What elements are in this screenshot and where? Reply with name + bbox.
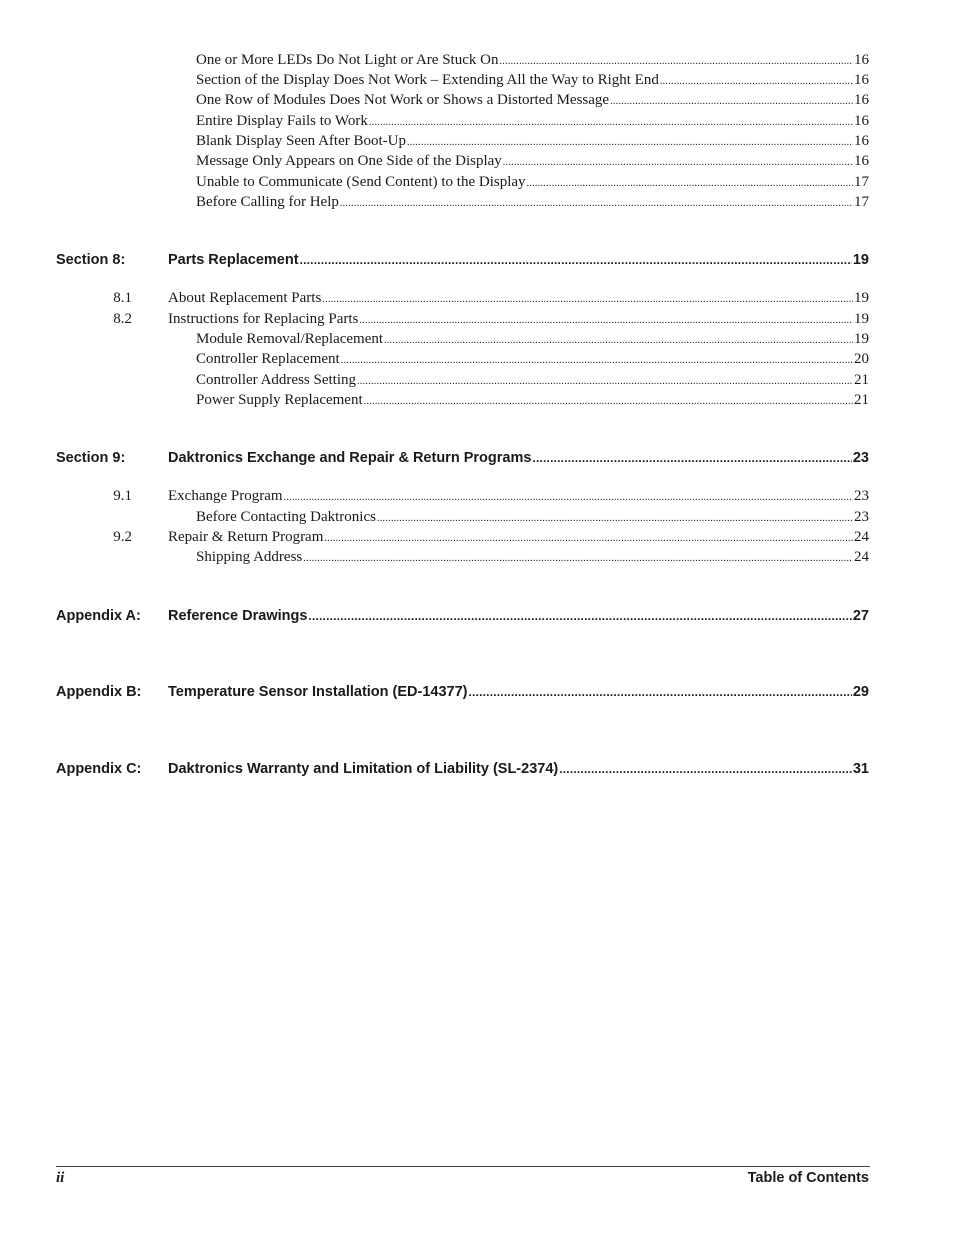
dot-leader <box>499 56 853 67</box>
toc-section-title: Daktronics Exchange and Repair & Return Programs <box>168 450 532 466</box>
toc-entry[interactable] <box>196 72 869 89</box>
toc-entry-title: Exchange Program <box>168 488 283 504</box>
toc-entry-title: One Row of Modules Does Not Work or Shows a Distorted Message <box>196 92 610 108</box>
toc-section-page: 19 <box>852 252 869 268</box>
toc-entry-page: 23 <box>854 488 869 504</box>
toc-entry-page: 19 <box>854 311 869 327</box>
dot-leader <box>532 451 851 465</box>
dot-leader <box>359 315 853 326</box>
toc-entry-title: Message Only Appears on One Side of the Display <box>196 153 502 169</box>
section-label: Section 8: <box>56 252 126 268</box>
toc-entry[interactable] <box>168 311 869 328</box>
appendix-label: Appendix A: <box>56 608 141 624</box>
dot-leader <box>610 96 853 107</box>
toc-entry-title: Unable to Communicate (Send Content) to the Display <box>196 174 526 190</box>
toc-entry-page: 21 <box>854 392 869 408</box>
toc-entry-page: 16 <box>854 92 869 108</box>
toc-section-heading[interactable] <box>168 252 869 268</box>
toc-section-heading[interactable] <box>168 450 869 466</box>
dot-leader <box>341 355 853 366</box>
toc-entry-page: 16 <box>854 113 869 129</box>
toc-entry[interactable] <box>196 92 869 109</box>
dot-leader <box>469 685 852 699</box>
toc-entry[interactable] <box>168 529 869 546</box>
toc-entry-page: 23 <box>854 509 869 525</box>
dot-leader <box>407 137 853 148</box>
toc-section-title: Parts Replacement <box>168 252 299 268</box>
subsection-number: 9.1 <box>113 488 132 504</box>
toc-appendix-page: 29 <box>852 684 869 700</box>
footer-section-title: Table of Contents <box>747 1170 869 1186</box>
dot-leader <box>384 335 853 346</box>
dot-leader <box>284 492 853 503</box>
dot-leader <box>503 157 853 168</box>
dot-leader <box>324 533 853 544</box>
toc-appendix-page: 27 <box>852 608 869 624</box>
dot-leader <box>300 253 852 267</box>
toc-entry[interactable] <box>196 153 869 170</box>
toc-section-page: 23 <box>852 450 869 466</box>
dot-leader <box>303 553 853 564</box>
toc-entry-page: 19 <box>854 290 869 306</box>
dot-leader <box>559 762 852 776</box>
dot-leader <box>322 294 853 305</box>
toc-entry-title: Blank Display Seen After Boot-Up <box>196 133 406 149</box>
footer-divider <box>56 1166 870 1167</box>
toc-entry-page: 16 <box>854 52 869 68</box>
section-label: Section 9: <box>56 450 126 466</box>
appendix-label: Appendix C: <box>56 761 142 777</box>
toc-entry[interactable] <box>196 509 869 526</box>
toc-entry[interactable] <box>168 488 869 505</box>
toc-entry-title: Before Calling for Help <box>196 194 339 210</box>
toc-entry[interactable] <box>196 549 869 566</box>
toc-entry-title: Section of the Display Does Not Work – Extending All the Way to Right End <box>196 72 659 88</box>
toc-entry[interactable] <box>168 290 869 307</box>
toc-entry-title: Module Removal/Replacement <box>196 331 384 347</box>
toc-entry-page: 16 <box>854 133 869 149</box>
toc-appendix-heading[interactable] <box>168 684 869 700</box>
dot-leader <box>357 376 853 387</box>
footer-page-number: ii <box>56 1170 65 1186</box>
toc-entry-title: Controller Address Setting <box>196 372 356 388</box>
toc-entry-title: Shipping Address <box>196 549 303 565</box>
toc-appendix-heading[interactable] <box>168 761 869 777</box>
toc-entry-page: 17 <box>854 194 869 210</box>
toc-entry-title: About Replacement Parts <box>168 290 322 306</box>
toc-entry-page: 19 <box>854 331 869 347</box>
toc-appendix-title: Daktronics Warranty and Limitation of Liability (SL-2374) <box>168 761 559 777</box>
toc-entry-page: 17 <box>854 174 869 190</box>
toc-appendix-page: 31 <box>852 761 869 777</box>
toc-entry-title: Repair & Return Program <box>168 529 324 545</box>
toc-entry-page: 20 <box>854 351 869 367</box>
toc-entry-page: 16 <box>854 72 869 88</box>
dot-leader <box>377 513 853 524</box>
toc-entry[interactable] <box>196 331 869 348</box>
toc-entry[interactable] <box>196 113 869 130</box>
toc-entry-title: Instructions for Replacing Parts <box>168 311 359 327</box>
dot-leader <box>369 117 853 128</box>
toc-entry-title: Controller Replacement <box>196 351 340 367</box>
toc-entry[interactable] <box>196 52 869 69</box>
toc-entry[interactable] <box>196 392 869 409</box>
toc-entry[interactable] <box>196 351 869 368</box>
subsection-number: 8.2 <box>113 311 132 327</box>
toc-entry-page: 24 <box>854 529 869 545</box>
dot-leader <box>527 178 853 189</box>
dot-leader <box>308 609 851 623</box>
toc-entry-page: 24 <box>854 549 869 565</box>
dot-leader <box>340 198 853 209</box>
subsection-number: 9.2 <box>113 529 132 545</box>
toc-appendix-heading[interactable] <box>168 608 869 624</box>
toc-entry-page: 16 <box>854 153 869 169</box>
toc-entry-title: One or More LEDs Do Not Light or Are Stuck On <box>196 52 499 68</box>
toc-entry[interactable] <box>196 194 869 211</box>
dot-leader <box>660 76 853 87</box>
dot-leader <box>364 396 853 407</box>
toc-entry-title: Entire Display Fails to Work <box>196 113 368 129</box>
appendix-label: Appendix B: <box>56 684 142 700</box>
toc-entry[interactable] <box>196 174 869 191</box>
toc-appendix-title: Reference Drawings <box>168 608 308 624</box>
toc-entry[interactable] <box>196 133 869 150</box>
toc-appendix-title: Temperature Sensor Installation (ED-14377) <box>168 684 468 700</box>
toc-entry-title: Power Supply Replacement <box>196 392 363 408</box>
subsection-number: 8.1 <box>113 290 132 306</box>
toc-entry-page: 21 <box>854 372 869 388</box>
toc-entry-title: Before Contacting Daktronics <box>196 509 376 525</box>
toc-entry[interactable] <box>196 372 869 389</box>
